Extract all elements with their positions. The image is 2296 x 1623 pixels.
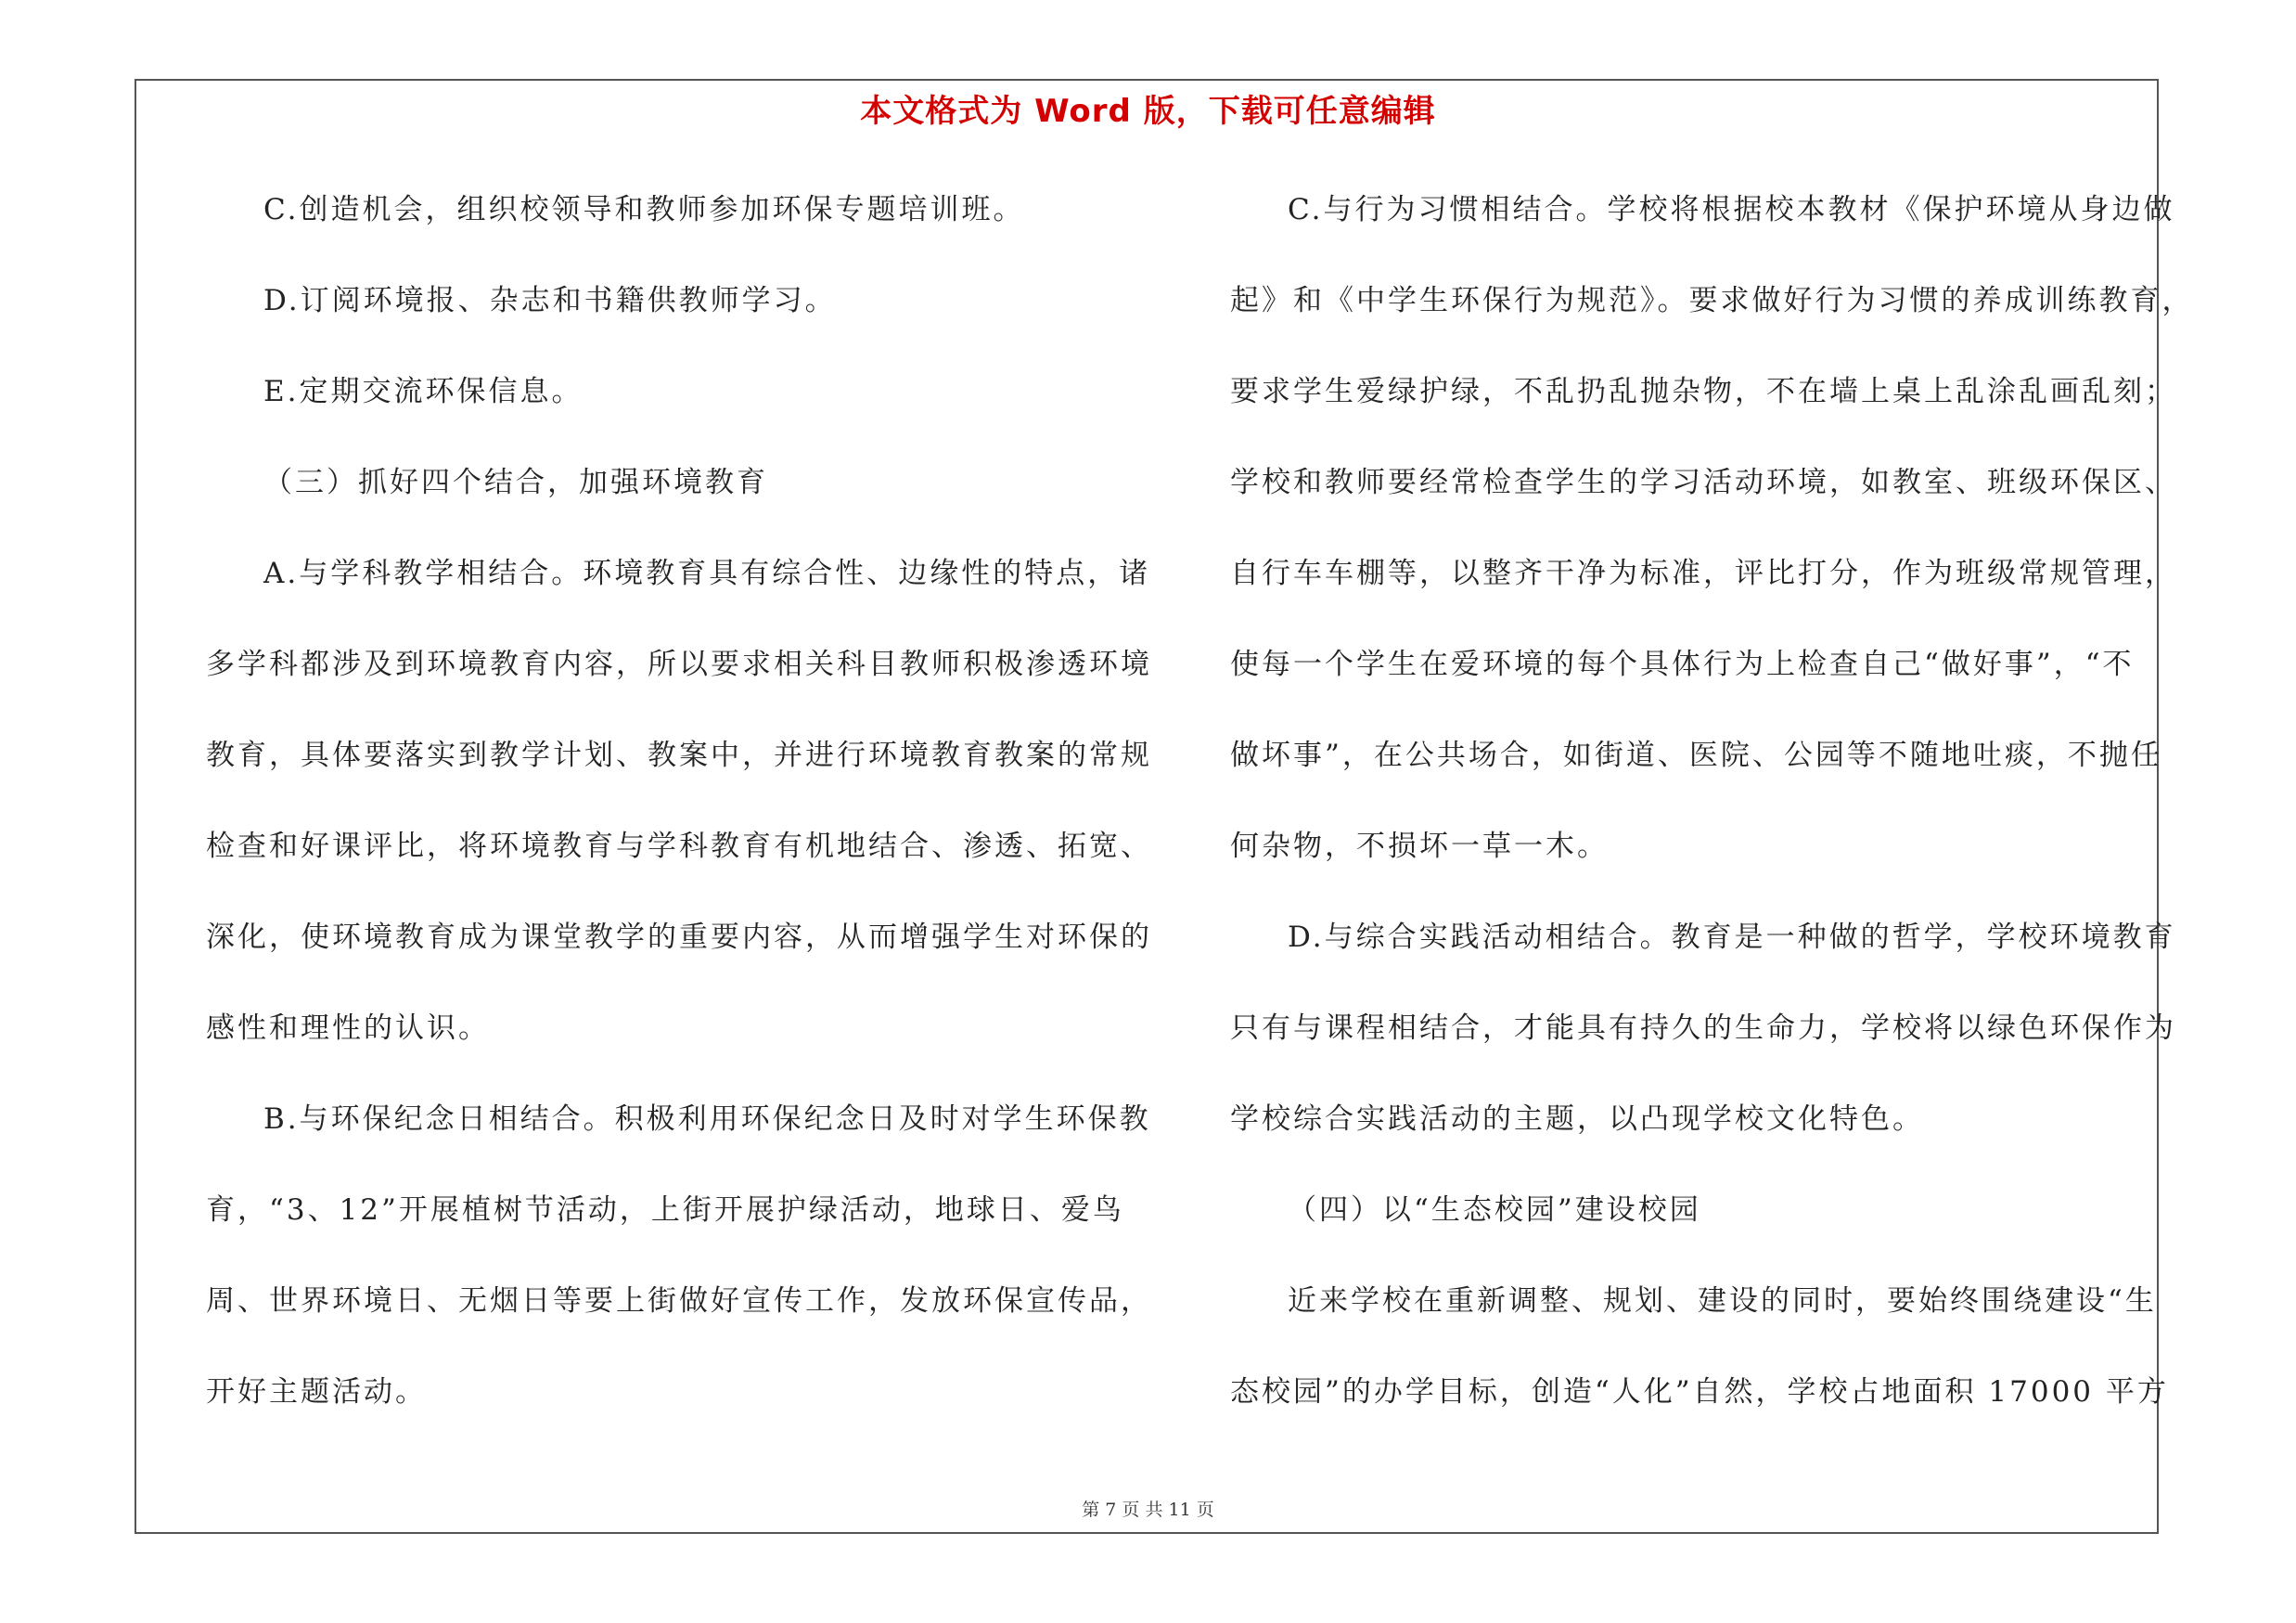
right-text-line: 学校和教师要经常检查学生的学习活动环境，如教室、班级环保区、 bbox=[1230, 466, 2176, 499]
left-paragraph-c: C.创造机会，组织校领导和教师参加环保专题培训班。 bbox=[263, 193, 1025, 226]
left-paragraph-e: E.定期交流环保信息。 bbox=[263, 375, 584, 408]
left-paragraph-b: B.与环保纪念日相结合。积极利用环保纪念日及时对学生环保教 bbox=[263, 1102, 1151, 1136]
section-heading-4: （四）以“生态校园”建设校园 bbox=[1288, 1193, 1701, 1227]
word-format-banner: 本文格式为 Word 版，下载可任意编辑 bbox=[860, 93, 1436, 130]
right-text-line: 何杂物，不损坏一草一木。 bbox=[1230, 830, 1609, 863]
right-text-line: 态校园”的办学目标，创造“人化”自然，学校占地面积 17000 平方 bbox=[1230, 1375, 2169, 1409]
left-text-line: 检查和好课评比，将环境教育与学科教育有机地结合、渗透、拓宽、 bbox=[206, 830, 1152, 863]
section-heading-3: （三）抓好四个结合，加强环境教育 bbox=[263, 466, 768, 499]
right-text-line: 要求学生爱绿护绿，不乱扔乱抛杂物，不在墙上桌上乱涂乱画乱刻； bbox=[1230, 375, 2176, 408]
right-text-line: 自行车车棚等，以整齐干净为标准，评比打分，作为班级常规管理， bbox=[1230, 557, 2176, 590]
right-paragraph-c: C.与行为习惯相结合。学校将根据校本教材《保护环境从身边做 bbox=[1288, 193, 2175, 226]
left-text-line: 开好主题活动。 bbox=[206, 1375, 427, 1409]
left-text-line: 育，“3、12”开展植树节活动，上街开展护绿活动，地球日、爱鸟 bbox=[206, 1193, 1124, 1227]
right-paragraph-d: D.与综合实践活动相结合。教育是一种做的哲学，学校环境教育 bbox=[1288, 921, 2176, 954]
right-text-line: 做坏事”，在公共场合，如街道、医院、公园等不随地吐痰，不抛任 bbox=[1230, 739, 2162, 772]
right-text-line: 学校综合实践活动的主题，以凸现学校文化特色。 bbox=[1230, 1102, 1924, 1136]
left-text-line: 周、世界环境日、无烟日等要上街做好宣传工作，发放环保宣传品， bbox=[206, 1284, 1152, 1318]
right-paragraph-campus: 近来学校在重新调整、规划、建设的同时，要始终围绕建设“生 bbox=[1288, 1284, 2157, 1318]
right-text-line: 只有与课程相结合，才能具有持久的生命力，学校将以绿色环保作为 bbox=[1230, 1011, 2176, 1045]
left-text-line: 多学科都涉及到环境教育内容，所以要求相关科目教师积极渗透环境 bbox=[206, 648, 1152, 681]
right-column bbox=[1230, 181, 2194, 1454]
left-paragraph-d: D.订阅环境报、杂志和书籍供教师学习。 bbox=[263, 284, 837, 317]
left-paragraph-a: A.与学科教学相结合。环境教育具有综合性、边缘性的特点，诸 bbox=[263, 557, 1151, 590]
page-number-footer: 第 7 页 共 11 页 bbox=[1082, 1500, 1214, 1520]
left-text-line: 深化，使环境教育成为课堂教学的重要内容，从而增强学生对环保的 bbox=[206, 921, 1152, 954]
left-text-line: 教育，具体要落实到教学计划、教案中，并进行环境教育教案的常规 bbox=[206, 739, 1152, 772]
left-text-line: 感性和理性的认识。 bbox=[206, 1011, 490, 1045]
left-column bbox=[206, 181, 1152, 1454]
right-text-line: 起》和《中学生环保行为规范》。要求做好行为习惯的养成训练教育， bbox=[1230, 284, 2194, 317]
right-text-line: 使每一个学生在爱环境的每个具体行为上检查自己“做好事”，“不 bbox=[1230, 648, 2135, 681]
